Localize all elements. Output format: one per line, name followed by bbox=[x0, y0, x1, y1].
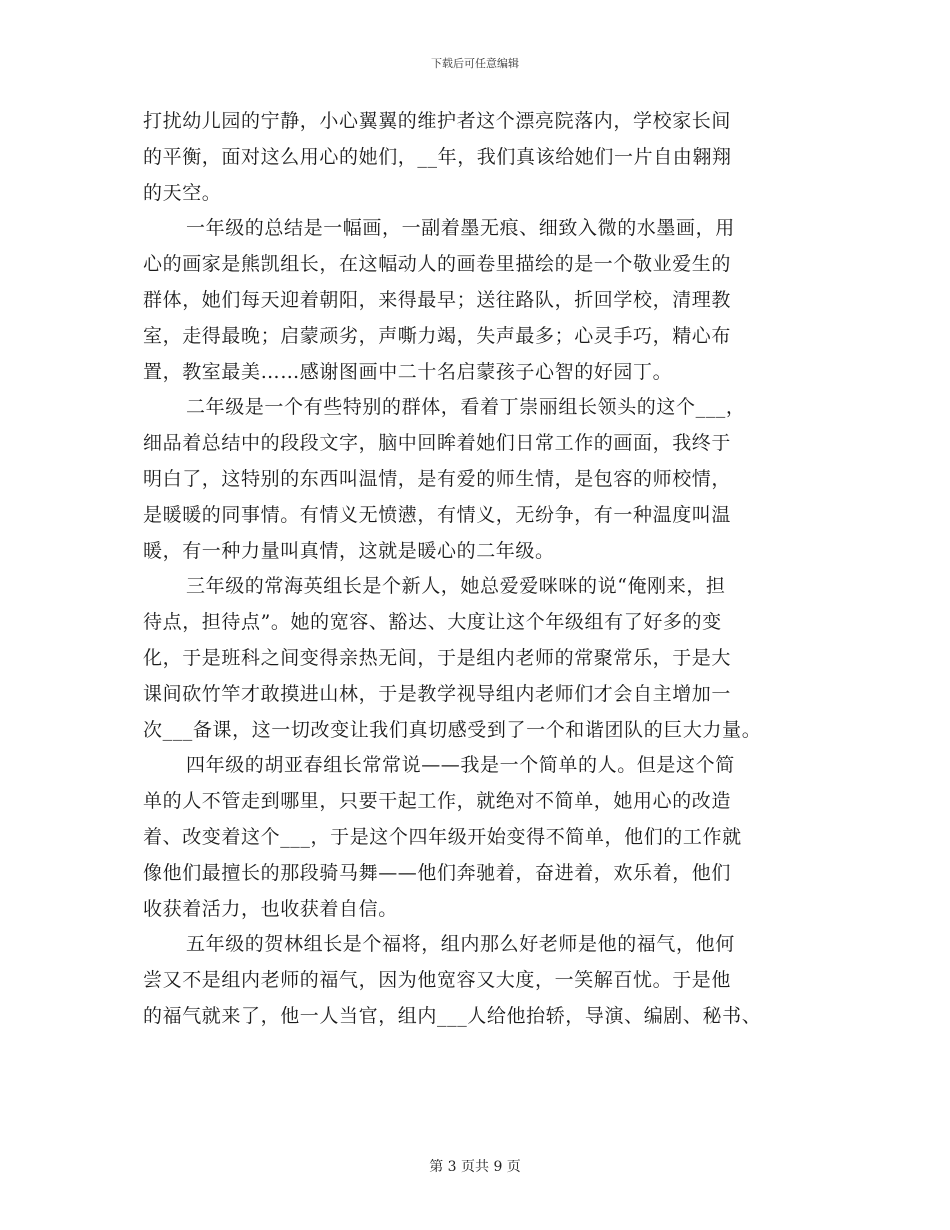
text-line: 一年级的总结是一幅画，一副着墨无痕、细致入微的水墨画，用 bbox=[186, 217, 735, 240]
text-line: 置，教室最美……感谢图画中二十名启蒙孩子心智的好园丁。 bbox=[143, 360, 673, 383]
text-line: 尝又不是组内老师的福气，因为他宽容又大度，一笑解百忧。于是他 bbox=[143, 969, 732, 992]
text-line: 化，于是班科之间变得亲热无间，于是组内老师的常聚常乐，于是大 bbox=[143, 646, 732, 669]
paragraph bbox=[143, 390, 823, 569]
text-line: 三年级的常海英组长是个新人，她总爱爱咪咪的说“俺刚来，担 bbox=[186, 575, 726, 598]
text-line: 暖，有一种力量叫真情，这就是暖心的二年级。 bbox=[143, 539, 555, 562]
paragraph bbox=[143, 104, 823, 211]
page-header: 下载后可任意编辑 bbox=[431, 57, 519, 70]
text-line: 心的画家是熊凯组长，在这幅动人的画卷里描绘的是一个敬业爱生的 bbox=[143, 253, 732, 276]
text-line: 四年级的胡亚春组长常常说——我是一个简单的人。但是这个简 bbox=[186, 754, 735, 777]
text-line: 的福气就来了，他一人当官，组内___人给他抬轿，导演、编剧、秘书、 bbox=[143, 1004, 762, 1027]
text-line: 室，走得最晚；启蒙顽劣，声嘶力竭，失声最多；心灵手巧，精心布 bbox=[143, 324, 732, 347]
text-line: 的天空。 bbox=[143, 181, 222, 204]
text-line: 像他们最擅长的那段骑马舞——他们奔驰着，奋进着，欢乐着，他们 bbox=[143, 861, 732, 884]
text-line: 着、改变着这个___，于是这个四年级开始变得不简单，他们的工作就 bbox=[143, 825, 742, 848]
text-line: 二年级是一个有些特别的群体，看着丁崇丽组长领头的这个___， bbox=[186, 396, 746, 419]
text-line: 明白了，这特别的东西叫温情，是有爱的师生情，是包容的师校情， bbox=[143, 467, 732, 490]
text-line: 细品着总结中的段段文字，脑中回眸着她们日常工作的画面，我终于 bbox=[143, 432, 732, 455]
text-line: 群体，她们每天迎着朝阳，来得最早；送往路队，折回学校，清理教 bbox=[143, 288, 732, 311]
paragraph bbox=[143, 748, 823, 927]
document-body bbox=[143, 104, 823, 1035]
text-line: 的平衡，面对这么用心的她们，__年，我们真该给她们一片自由翱翔 bbox=[143, 145, 732, 168]
text-line: 单的人不管走到哪里，只要干起工作，就绝对不简单，她用心的改造 bbox=[143, 790, 732, 813]
text-line: 收获着活力，也收获着自信。 bbox=[143, 897, 398, 920]
text-line: 是暖暖的同事情。有情义无愤懑，有情义，无纷争，有一种温度叫温 bbox=[143, 503, 732, 526]
text-line: 五年级的贺林组长是个福将，组内那么好老师是他的福气，他何 bbox=[186, 933, 735, 956]
text-line: 待点，担待点”。她的宽容、豁达、大度让这个年级组有了好多的变 bbox=[143, 611, 722, 634]
paragraph bbox=[143, 927, 823, 1034]
text-line: 打扰幼儿园的宁静，小心翼翼的维护者这个漂亮院落内，学校家长间 bbox=[143, 110, 732, 132]
paragraph bbox=[143, 211, 823, 390]
text-line: 课间砍竹竿才敢摸进山林，于是教学视导组内老师们才会自主增加一 bbox=[143, 682, 732, 705]
paragraph bbox=[143, 569, 823, 748]
page-footer: 第 3 页共 9 页 bbox=[429, 1159, 521, 1175]
text-line: 次___备课，这一切改变让我们真切感受到了一个和谐团队的巨大力量。 bbox=[143, 718, 762, 741]
